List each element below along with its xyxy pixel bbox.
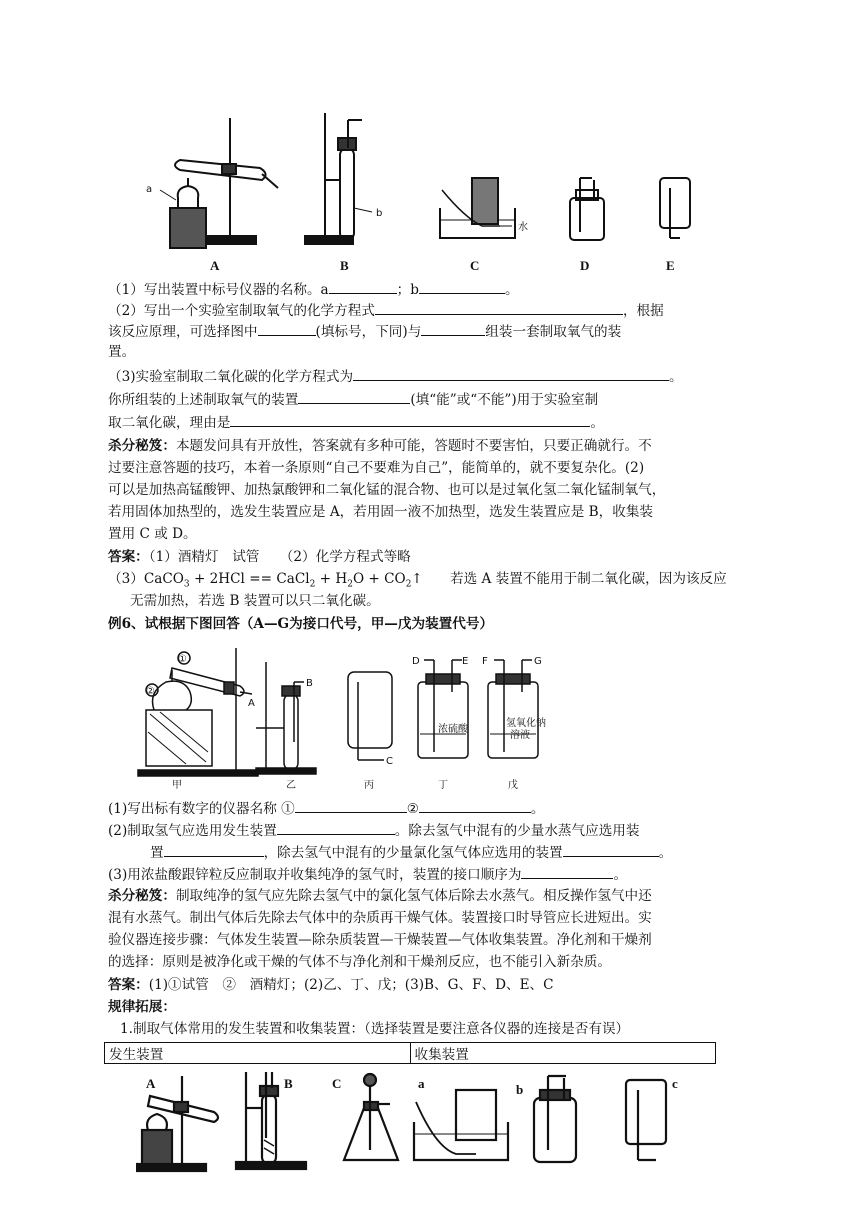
answer-blank[interactable] [353,366,669,381]
port-e: E [462,656,469,667]
port-b: B [306,678,313,689]
answer-blank[interactable] [298,389,410,404]
q1-line-5: （3)实验室制取二氧化碳的化学方程式为 。 [108,366,748,388]
figure1-label-c: C [470,258,480,273]
q2-line-4: (3)用浓盐酸跟锌粒反应制取并收集纯净的氢气时，装置的接口顺序为 。 [108,864,748,886]
tips2-line-2: 混有水蒸气。制出气体后先除去气体中的杂质再干燥气体。装置接口时导管应长进短出。实 [108,910,652,926]
answer-blank[interactable] [419,279,505,294]
figure2-label-yi: 乙 [286,780,296,790]
table-header-generator: 发生装置 [105,1043,411,1064]
answer1-line-2: （3）CaCO$_3$ + 2HCl == CaCl$_2$ + $H_2O$ + $CO_2↑$ 若选 A 装置不能用于制二氧化碳，因为该反应 [108,571,727,590]
table-header-collector: 收集装置 [410,1043,716,1064]
figure2-label-wu: 戊 [508,780,518,790]
figure3-col-b: b [516,1082,524,1097]
answer-blank[interactable] [419,798,531,813]
figure3-col-a: a [418,1076,425,1091]
q1-line-2: （2）写出一个实验室制取氧气的化学方程式 ，根据 [108,300,748,322]
figure3-col-c: c [672,1076,678,1091]
answer-blank[interactable] [563,842,659,857]
tips1-line-2: 过要注意答题的技巧，本着一条原则“自己不要难为自己”，能简单的，就不要复杂化。(2) [108,460,645,476]
q1-line-1: （1）写出装置中标号仪器的名称。a ；b 。 [108,279,748,301]
figure1-label-e: E [666,258,675,273]
tips1-line-1: 杀分秘笈：本题发问具有开放性，答案就有多种可能，答题时不要害怕，只要正确就行。不 [108,438,652,454]
tips2-line-3: 验仪器连接步骤：气体发生装置—除杂质装置—干燥装置—气体收集装置。净化剂和干燥剂 [108,932,652,948]
q1-line-7: 取二氧化碳，理由是 。 [108,412,748,434]
figure2-label-ding: 丁 [438,780,448,790]
answer-blank[interactable] [258,321,316,336]
answer2-line: 答案：(1)①试管 ② 酒精灯；(2)乙、丁、戊；(3)B、G、F、D、E、C [108,977,554,993]
q1-line-3: 该反应原理，可选择图中 (填标号，下同)与 组装一套制取氧气的装 [108,321,748,343]
callout-a: a [146,184,153,195]
answer-blank[interactable] [230,412,590,427]
q2-line-2: (2)制取氢气应选用发生装置 。除去氢气中混有的少量水蒸气应选用装 [108,820,748,842]
figure2-label-bing: 丙 [364,780,374,790]
q2-line-1: (1)写出标有数字的仪器名称 ① ② 。 [108,798,748,820]
table-row [105,1043,716,1064]
port-f: F [482,656,488,667]
figure1-label-b: B [340,258,349,273]
answer-blank[interactable] [164,842,264,857]
answer-blank[interactable] [277,820,395,835]
rules-item-1: 1.制取气体常用的发生装置和收集装置：（选择装置是要注意各仪器的连接是否有误） [120,1021,630,1037]
answer-blank[interactable] [421,321,485,336]
figure2-label-jia: 甲 [172,780,182,790]
q1-line-6: 你所组装的上述制取氧气的装置 (填“能”或“不能”)用于实验室制 [108,389,748,411]
port-a: A [248,698,255,709]
water-label: 水 [518,222,528,233]
tips1-line-3: 可以是加热高锰酸钾、加热氯酸钾和二氧化锰的混合物、也可以是过氧化氢二氧化锰制氧气， [108,482,666,498]
example6-title: 例6、试根据下图回答（A—G为接口代号，甲—戊为装置代号） [108,616,494,632]
tips2-line-4: 的选择：原则是被净化或干燥的气体不与净化剂和干燥剂反应，也不能引入新杂质。 [108,954,611,970]
figure1-label-d: D [580,258,590,273]
apparatus-table [104,1042,716,1064]
answer-blank[interactable] [521,864,613,879]
acid-label: 浓硫酸 [438,724,468,735]
naoh-label-1: 氢氧化钠 [506,718,546,729]
rules-title: 规律拓展： [108,999,176,1015]
callout-b: b [376,208,383,219]
figure3-gen-b: B [284,1076,293,1091]
q2-line-3: 置 ，除去氢气中混有的少量氯化氢气体应选用的装置 。 [150,842,790,864]
figure2-num-1: ① [178,654,187,665]
naoh-label-2: 溶液 [510,730,530,741]
figure3-gen-a: A [146,1076,156,1091]
port-d: D [412,656,420,667]
apparatus-figure-3 [136,1068,706,1174]
answer-blank[interactable] [329,279,397,294]
port-c: C [386,756,393,767]
apparatus-figure-1 [140,108,700,276]
figure3-gen-c: C [332,1076,342,1091]
tips1-line-5: 置用 C 或 D。 [108,526,197,542]
tips2-line-1: 杀分秘笈：制取纯净的氢气应先除去氢气中的氯化氢气体后除去水蒸气。相反操作氢气中还 [108,888,652,904]
q1-line-4: 置。 [108,344,136,360]
answer1-line-1: 答案：（1）酒精灯 试管 （2）化学方程式等略 [108,549,411,565]
answer1-line-3: 无需加热，若选 B 装置可以只二氧化碳。 [130,593,380,609]
answer-blank[interactable] [375,300,623,315]
tips1-line-4: 若用固体加热型的，选发生装置应是 A，若用固一液不加热型，选发生装置应是 B，收集装 [108,504,654,520]
figure2-num-2: ② [146,686,155,697]
apparatus-figure-2 [136,642,556,790]
port-g: G [534,656,542,667]
figure1-label-a: A [210,258,220,273]
answer-blank[interactable] [295,798,407,813]
